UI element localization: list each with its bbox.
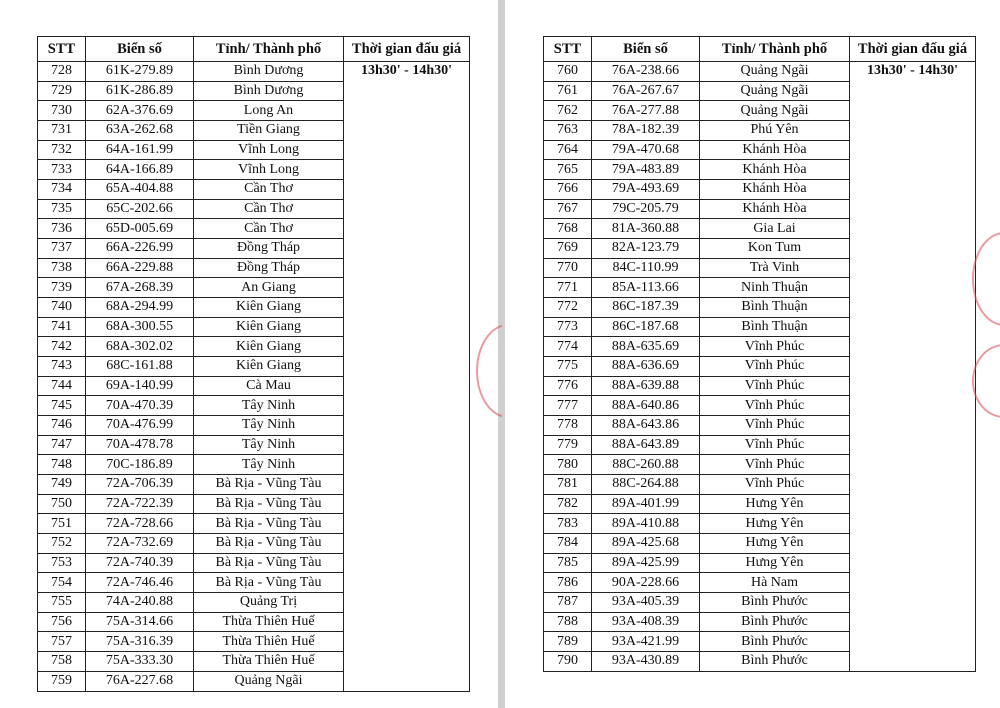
plate-cell: 76A-227.68 <box>86 671 194 691</box>
province-cell: Tây Ninh <box>194 455 344 475</box>
plate-cell: 64A-166.89 <box>86 160 194 180</box>
stt-cell: 730 <box>38 101 86 121</box>
stt-cell: 773 <box>544 317 592 337</box>
stt-cell: 746 <box>38 416 86 436</box>
stt-cell: 771 <box>544 278 592 298</box>
province-cell: Vĩnh Long <box>194 140 344 160</box>
province-cell: Quảng Ngãi <box>194 671 344 691</box>
header-auction-time: Thời gian đấu giá <box>850 37 976 62</box>
stt-cell: 770 <box>544 258 592 278</box>
stt-cell: 745 <box>38 396 86 416</box>
stt-cell: 774 <box>544 337 592 357</box>
province-cell: Hưng Yên <box>700 494 850 514</box>
plate-cell: 79A-483.89 <box>592 160 700 180</box>
header-stt: STT <box>38 37 86 62</box>
plate-cell: 89A-425.68 <box>592 534 700 554</box>
plate-cell: 78A-182.39 <box>592 121 700 141</box>
stt-cell: 751 <box>38 514 86 534</box>
stt-cell: 741 <box>38 317 86 337</box>
province-cell: Tây Ninh <box>194 396 344 416</box>
province-cell: Bình Thuận <box>700 317 850 337</box>
plate-cell: 88A-643.86 <box>592 416 700 436</box>
stt-cell: 736 <box>38 219 86 239</box>
plate-cell: 61K-279.89 <box>86 62 194 82</box>
stt-cell: 750 <box>38 494 86 514</box>
province-cell: Bà Rịa - Vũng Tàu <box>194 553 344 573</box>
plate-cell: 65D-005.69 <box>86 219 194 239</box>
plate-cell: 66A-229.88 <box>86 258 194 278</box>
stt-cell: 749 <box>38 475 86 495</box>
plate-cell: 82A-123.79 <box>592 239 700 259</box>
plate-cell: 75A-333.30 <box>86 652 194 672</box>
stt-cell: 755 <box>38 593 86 613</box>
stt-cell: 784 <box>544 534 592 554</box>
province-cell: Bà Rịa - Vũng Tàu <box>194 494 344 514</box>
stt-cell: 731 <box>38 121 86 141</box>
province-cell: Tây Ninh <box>194 416 344 436</box>
province-cell: Bà Rịa - Vũng Tàu <box>194 475 344 495</box>
province-cell: Trà Vinh <box>700 258 850 278</box>
plate-cell: 68A-300.55 <box>86 317 194 337</box>
plate-cell: 88C-264.88 <box>592 475 700 495</box>
stt-cell: 776 <box>544 376 592 396</box>
stt-cell: 757 <box>38 632 86 652</box>
stt-cell: 732 <box>38 140 86 160</box>
stt-cell: 767 <box>544 199 592 219</box>
plate-cell: 89A-425.99 <box>592 553 700 573</box>
plate-table-right <box>543 36 976 672</box>
header-province: Tỉnh/ Thành phố <box>194 37 344 62</box>
table-header-row <box>38 37 470 62</box>
plate-cell: 85A-113.66 <box>592 278 700 298</box>
province-cell: Bình Phước <box>700 612 850 632</box>
plate-cell: 86C-187.68 <box>592 317 700 337</box>
province-cell: Vĩnh Long <box>194 160 344 180</box>
province-cell: Cần Thơ <box>194 180 344 200</box>
stt-cell: 759 <box>38 671 86 691</box>
province-cell: Bình Dương <box>194 62 344 82</box>
stt-cell: 766 <box>544 180 592 200</box>
plate-cell: 72A-740.39 <box>86 553 194 573</box>
stt-cell: 748 <box>38 455 86 475</box>
province-cell: Bình Phước <box>700 593 850 613</box>
province-cell: Quảng Trị <box>194 593 344 613</box>
plate-cell: 70A-478.78 <box>86 435 194 455</box>
province-cell: An Giang <box>194 278 344 298</box>
province-cell: Long An <box>194 101 344 121</box>
stt-cell: 761 <box>544 81 592 101</box>
plate-cell: 68A-294.99 <box>86 298 194 318</box>
plate-cell: 70A-470.39 <box>86 396 194 416</box>
stt-cell: 789 <box>544 632 592 652</box>
province-cell: Hà Nam <box>700 573 850 593</box>
province-cell: Hưng Yên <box>700 553 850 573</box>
stt-cell: 765 <box>544 160 592 180</box>
stt-cell: 754 <box>38 573 86 593</box>
plate-cell: 66A-226.99 <box>86 239 194 259</box>
plate-cell: 65C-202.66 <box>86 199 194 219</box>
stt-cell: 790 <box>544 652 592 672</box>
plate-cell: 75A-314.66 <box>86 612 194 632</box>
plate-cell: 61K-286.89 <box>86 81 194 101</box>
stt-cell: 783 <box>544 514 592 534</box>
province-cell: Hưng Yên <box>700 534 850 554</box>
table-header-row <box>544 37 976 62</box>
province-cell: Đồng Tháp <box>194 239 344 259</box>
province-cell: Quảng Ngãi <box>700 62 850 82</box>
document-page-left <box>0 0 498 708</box>
stt-cell: 788 <box>544 612 592 632</box>
plate-cell: 89A-401.99 <box>592 494 700 514</box>
plate-cell: 88A-643.89 <box>592 435 700 455</box>
plate-cell: 68A-302.02 <box>86 337 194 357</box>
province-cell: Cà Mau <box>194 376 344 396</box>
province-cell: Đồng Tháp <box>194 258 344 278</box>
plate-cell: 81A-360.88 <box>592 219 700 239</box>
stt-cell: 762 <box>544 101 592 121</box>
auction-time-cell: 13h30' - 14h30' <box>850 62 976 672</box>
province-cell: Gia Lai <box>700 219 850 239</box>
province-cell: Bình Phước <box>700 652 850 672</box>
stt-cell: 740 <box>38 298 86 318</box>
plate-cell: 90A-228.66 <box>592 573 700 593</box>
stt-cell: 779 <box>544 435 592 455</box>
plate-cell: 93A-405.39 <box>592 593 700 613</box>
stt-cell: 786 <box>544 573 592 593</box>
plate-cell: 86C-187.39 <box>592 298 700 318</box>
stt-cell: 782 <box>544 494 592 514</box>
stt-cell: 772 <box>544 298 592 318</box>
province-cell: Kiên Giang <box>194 357 344 377</box>
auction-time-cell: 13h30' - 14h30' <box>344 62 470 692</box>
stt-cell: 787 <box>544 593 592 613</box>
province-cell: Bà Rịa - Vũng Tàu <box>194 534 344 554</box>
document-page-right <box>505 0 1000 708</box>
province-cell: Khánh Hòa <box>700 160 850 180</box>
plate-cell: 88C-260.88 <box>592 455 700 475</box>
province-cell: Vĩnh Phúc <box>700 475 850 495</box>
stt-cell: 785 <box>544 553 592 573</box>
plate-cell: 72A-732.69 <box>86 534 194 554</box>
plate-cell: 67A-268.39 <box>86 278 194 298</box>
province-cell: Vĩnh Phúc <box>700 396 850 416</box>
plate-cell: 65A-404.88 <box>86 180 194 200</box>
stt-cell: 733 <box>38 160 86 180</box>
stt-cell: 738 <box>38 258 86 278</box>
header-plate: Biển số <box>592 37 700 62</box>
plate-cell: 84C-110.99 <box>592 258 700 278</box>
stt-cell: 744 <box>38 376 86 396</box>
province-cell: Khánh Hòa <box>700 140 850 160</box>
plate-cell: 74A-240.88 <box>86 593 194 613</box>
province-cell: Bà Rịa - Vũng Tàu <box>194 514 344 534</box>
stt-cell: 760 <box>544 62 592 82</box>
province-cell: Cần Thơ <box>194 219 344 239</box>
plate-cell: 93A-430.89 <box>592 652 700 672</box>
plate-cell: 76A-238.66 <box>592 62 700 82</box>
plate-cell: 79A-493.69 <box>592 180 700 200</box>
province-cell: Khánh Hòa <box>700 199 850 219</box>
stt-cell: 743 <box>38 357 86 377</box>
province-cell: Quảng Ngãi <box>700 81 850 101</box>
header-stt: STT <box>544 37 592 62</box>
plate-cell: 62A-376.69 <box>86 101 194 121</box>
province-cell: Vĩnh Phúc <box>700 337 850 357</box>
province-cell: Bình Thuận <box>700 298 850 318</box>
stt-cell: 734 <box>38 180 86 200</box>
stt-cell: 756 <box>38 612 86 632</box>
stt-cell: 753 <box>38 553 86 573</box>
plate-cell: 76A-267.67 <box>592 81 700 101</box>
header-auction-time: Thời gian đấu giá <box>344 37 470 62</box>
province-cell: Vĩnh Phúc <box>700 357 850 377</box>
province-cell: Vĩnh Phúc <box>700 376 850 396</box>
province-cell: Thừa Thiên Huế <box>194 612 344 632</box>
plate-cell: 76A-277.88 <box>592 101 700 121</box>
stt-cell: 775 <box>544 357 592 377</box>
header-province: Tỉnh/ Thành phố <box>700 37 850 62</box>
stt-cell: 729 <box>38 81 86 101</box>
province-cell: Khánh Hòa <box>700 180 850 200</box>
plate-cell: 68C-161.88 <box>86 357 194 377</box>
stt-cell: 781 <box>544 475 592 495</box>
stt-cell: 747 <box>38 435 86 455</box>
province-cell: Quảng Ngãi <box>700 101 850 121</box>
plate-table-left <box>37 36 470 692</box>
province-cell: Bình Dương <box>194 81 344 101</box>
plate-cell: 93A-408.39 <box>592 612 700 632</box>
province-cell: Vĩnh Phúc <box>700 435 850 455</box>
stt-cell: 778 <box>544 416 592 436</box>
stt-cell: 758 <box>38 652 86 672</box>
plate-cell: 72A-722.39 <box>86 494 194 514</box>
stt-cell: 728 <box>38 62 86 82</box>
province-cell: Cần Thơ <box>194 199 344 219</box>
table-row <box>544 62 976 82</box>
province-cell: Tây Ninh <box>194 435 344 455</box>
stt-cell: 742 <box>38 337 86 357</box>
plate-cell: 88A-640.86 <box>592 396 700 416</box>
province-cell: Tiền Giang <box>194 121 344 141</box>
plate-cell: 75A-316.39 <box>86 632 194 652</box>
province-cell: Hưng Yên <box>700 514 850 534</box>
province-cell: Kiên Giang <box>194 337 344 357</box>
plate-cell: 70A-476.99 <box>86 416 194 436</box>
stt-cell: 780 <box>544 455 592 475</box>
plate-cell: 69A-140.99 <box>86 376 194 396</box>
stt-cell: 737 <box>38 239 86 259</box>
plate-cell: 72A-746.46 <box>86 573 194 593</box>
province-cell: Vĩnh Phúc <box>700 416 850 436</box>
plate-cell: 88A-635.69 <box>592 337 700 357</box>
province-cell: Phú Yên <box>700 121 850 141</box>
province-cell: Ninh Thuận <box>700 278 850 298</box>
stt-cell: 735 <box>38 199 86 219</box>
plate-cell: 88A-636.69 <box>592 357 700 377</box>
stt-cell: 777 <box>544 396 592 416</box>
plate-cell: 89A-410.88 <box>592 514 700 534</box>
stt-cell: 768 <box>544 219 592 239</box>
plate-cell: 72A-728.66 <box>86 514 194 534</box>
province-cell: Bình Phước <box>700 632 850 652</box>
stt-cell: 769 <box>544 239 592 259</box>
header-plate: Biển số <box>86 37 194 62</box>
plate-cell: 88A-639.88 <box>592 376 700 396</box>
stt-cell: 739 <box>38 278 86 298</box>
plate-cell: 64A-161.99 <box>86 140 194 160</box>
plate-cell: 70C-186.89 <box>86 455 194 475</box>
table-row <box>38 62 470 82</box>
province-cell: Kon Tum <box>700 239 850 259</box>
province-cell: Thừa Thiên Huế <box>194 652 344 672</box>
plate-cell: 63A-262.68 <box>86 121 194 141</box>
province-cell: Thừa Thiên Huế <box>194 632 344 652</box>
plate-cell: 79C-205.79 <box>592 199 700 219</box>
plate-cell: 72A-706.39 <box>86 475 194 495</box>
stt-cell: 763 <box>544 121 592 141</box>
province-cell: Bà Rịa - Vũng Tàu <box>194 573 344 593</box>
plate-cell: 93A-421.99 <box>592 632 700 652</box>
plate-cell: 79A-470.68 <box>592 140 700 160</box>
province-cell: Vĩnh Phúc <box>700 455 850 475</box>
province-cell: Kiên Giang <box>194 298 344 318</box>
province-cell: Kiên Giang <box>194 317 344 337</box>
stt-cell: 764 <box>544 140 592 160</box>
stt-cell: 752 <box>38 534 86 554</box>
